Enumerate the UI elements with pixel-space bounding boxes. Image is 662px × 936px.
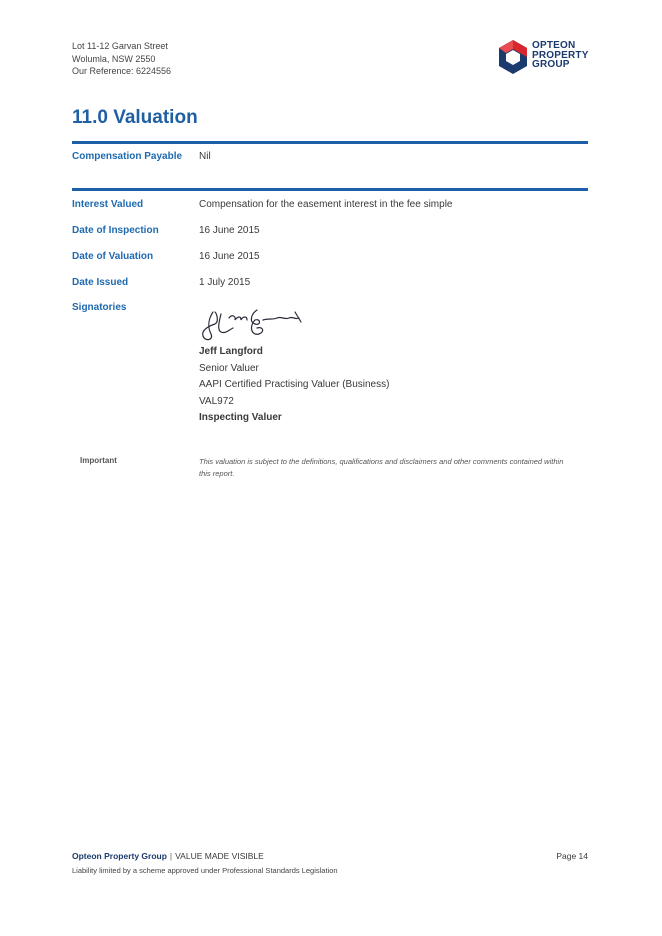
signatory-name: Jeff Langford — [199, 346, 263, 357]
compensation-label: Compensation Payable — [72, 151, 183, 162]
date-issued-value: 1 July 2015 — [199, 277, 251, 288]
section-divider — [72, 141, 588, 144]
section-divider — [72, 188, 588, 191]
address-line: Wolumla, NSW 2550 — [72, 53, 156, 64]
reference-line: Our Reference: 6224556 — [72, 66, 172, 76]
page-title: 11.0 Valuation — [72, 107, 198, 128]
logo-word: PROPERTY — [532, 49, 589, 61]
logo-word: GROUP — [532, 59, 570, 71]
signatory-title: Senior Valuer — [199, 362, 259, 374]
signatories-label: Signatories — [72, 302, 127, 313]
signatory-licence: VAL972 — [199, 395, 234, 407]
footer-brand-line — [72, 851, 264, 861]
page-number: Page 14 — [556, 851, 588, 861]
date-issued-label: Date Issued — [72, 277, 129, 288]
signatory-details — [199, 344, 389, 427]
footer-liability: Liability limited by a scheme approved under Professional Standards Legislation — [72, 866, 338, 875]
interest-valued-label: Interest Valued — [72, 199, 144, 210]
logo-word: OPTEON — [532, 40, 576, 51]
signatory-role: Inspecting Valuer — [199, 412, 282, 423]
opteon-hexagon-logo-icon — [497, 39, 529, 75]
property-address — [72, 40, 171, 78]
signatory-qualification: AAPI Certified Practising Valuer (Business) — [199, 379, 390, 390]
date-of-inspection-label: Date of Inspection — [72, 225, 159, 236]
date-of-valuation-value: 16 June 2015 — [199, 251, 260, 262]
date-of-valuation-label: Date of Valuation — [72, 251, 154, 262]
interest-valued-value: Compensation for the easement interest in the fee simple — [199, 199, 453, 210]
important-label: Important — [80, 456, 117, 465]
footer-brand: Opteon Property Group — [72, 851, 167, 861]
address-line: Lot 11-12 Garvan Street — [72, 41, 168, 51]
handwritten-signature-icon — [199, 304, 309, 344]
opteon-logo — [497, 39, 597, 75]
footer-tagline: VALUE MADE VISIBLE — [175, 851, 264, 861]
date-of-inspection-value: 16 June 2015 — [199, 225, 260, 236]
compensation-value: Nil — [199, 151, 211, 162]
logo-wordmark — [532, 41, 589, 70]
footer-separator: | — [169, 851, 173, 861]
important-disclaimer: This valuation is subject to the definitions, qualifications and disclaimers and other comments contained within this report. — [199, 457, 564, 478]
